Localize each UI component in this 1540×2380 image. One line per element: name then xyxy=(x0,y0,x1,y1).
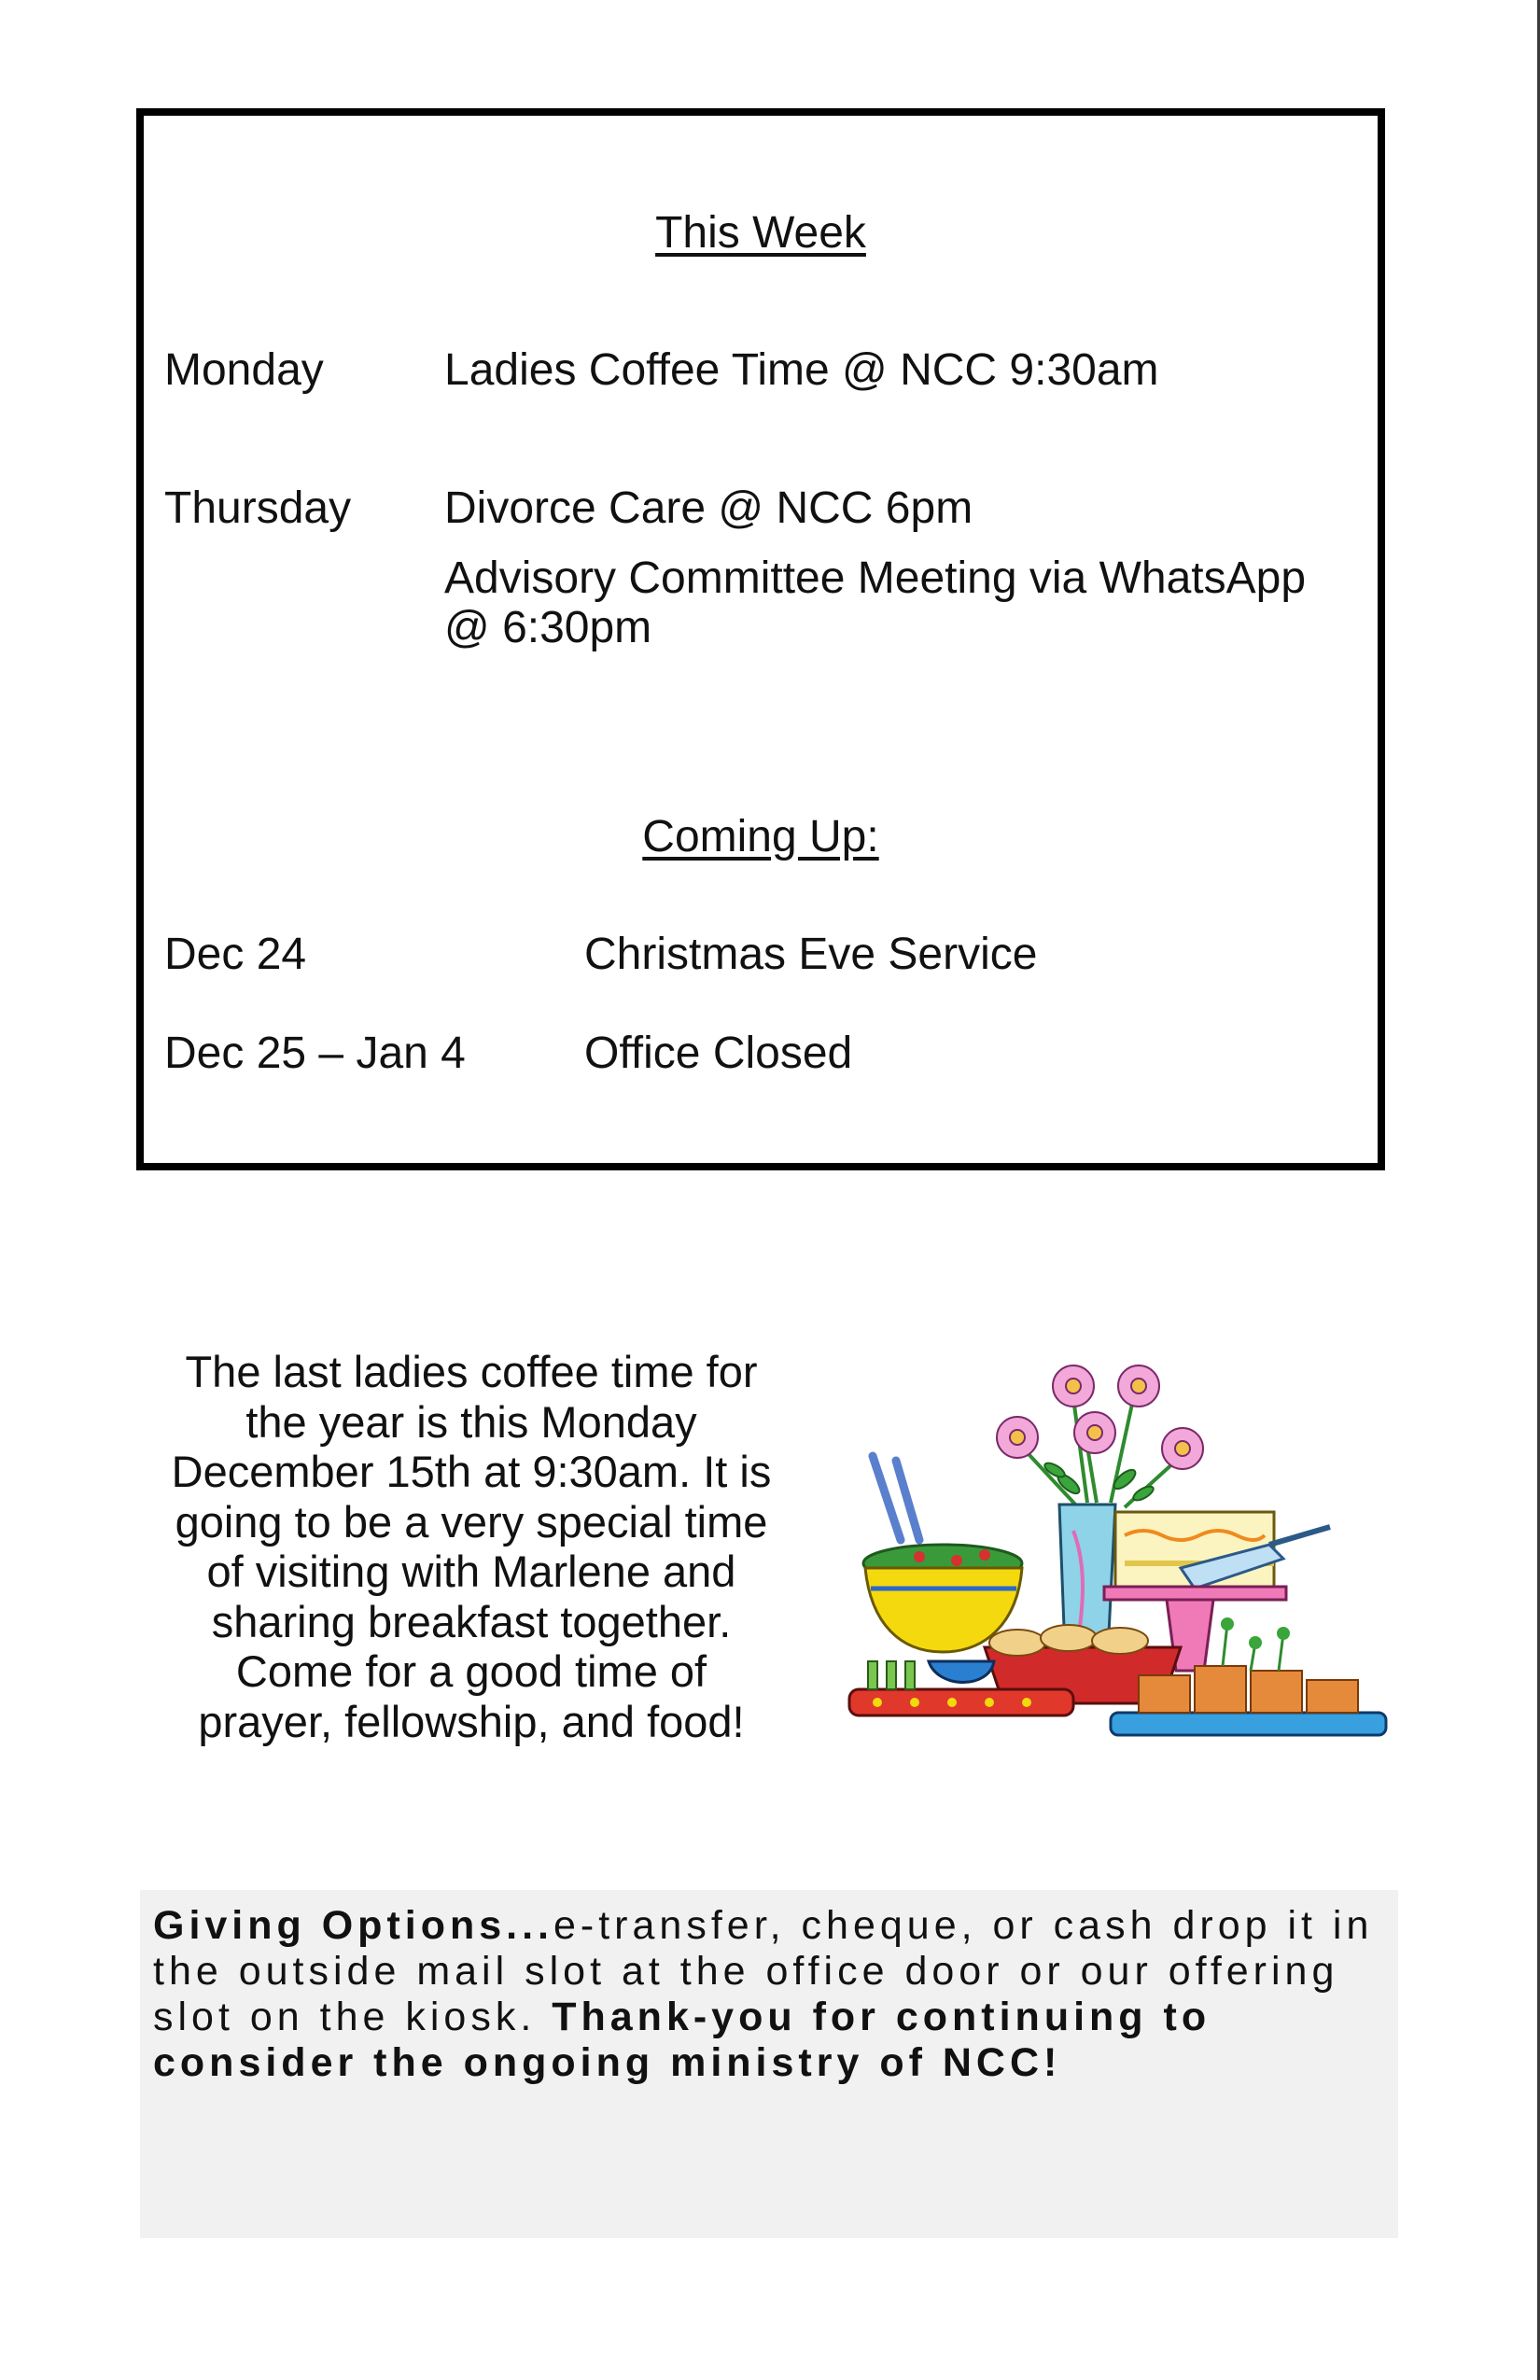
coming-up-date-2: Dec 25 – Jan 4 xyxy=(164,1029,466,1078)
notice-line: December 15th at 9:30am. It is xyxy=(171,1447,772,1496)
thursday-event-2-time: @ 6:30pm xyxy=(444,603,652,652)
giving-options-lead: Giving Options... xyxy=(153,1903,553,1948)
notice-line: sharing breakfast together. xyxy=(211,1596,732,1646)
giving-options-box xyxy=(140,1890,1398,2238)
notice-line: of visiting with Marlene and xyxy=(206,1547,736,1596)
thursday-event-1: Divorce Care @ NCC 6pm xyxy=(444,483,973,533)
giving-options-closing: Thank-you for continuing to consider the ongoing ministry of NCC! xyxy=(153,1995,1211,2085)
monday-label: Monday xyxy=(164,345,324,395)
notice-line: Come for a good time of xyxy=(235,1646,707,1696)
thursday-event-2: Advisory Committee Meeting via WhatsApp xyxy=(444,553,1307,603)
buffet-food-flowers-illustration xyxy=(845,1344,1395,1755)
notice-line: The last ladies coffee time for xyxy=(185,1347,758,1396)
notice-line: going to be a very special time xyxy=(175,1496,768,1547)
giving-options-body: e-transfer, cheque, or cash drop it in the outside mail slot at the office door or our offering slot on the kiosk. xyxy=(153,1903,1374,2039)
giving-options-text xyxy=(153,1903,1385,2086)
ladies-coffee-notice xyxy=(140,1347,803,1746)
monday-event: Ladies Coffee Time @ NCC 9:30am xyxy=(444,345,1159,395)
notice-line: prayer, fellowship, and food! xyxy=(198,1696,745,1746)
coming-up-date-1: Dec 24 xyxy=(164,930,307,979)
notice-line: the year is this Monday xyxy=(245,1396,697,1447)
thursday-label: Thursday xyxy=(164,483,352,533)
coming-up-event-2: Office Closed xyxy=(584,1029,853,1078)
schedule-box xyxy=(136,108,1385,1170)
coming-up-event-1: Christmas Eve Service xyxy=(584,930,1038,979)
this-week-heading: This Week xyxy=(655,208,866,258)
coming-up-heading: Coming Up: xyxy=(642,812,879,861)
